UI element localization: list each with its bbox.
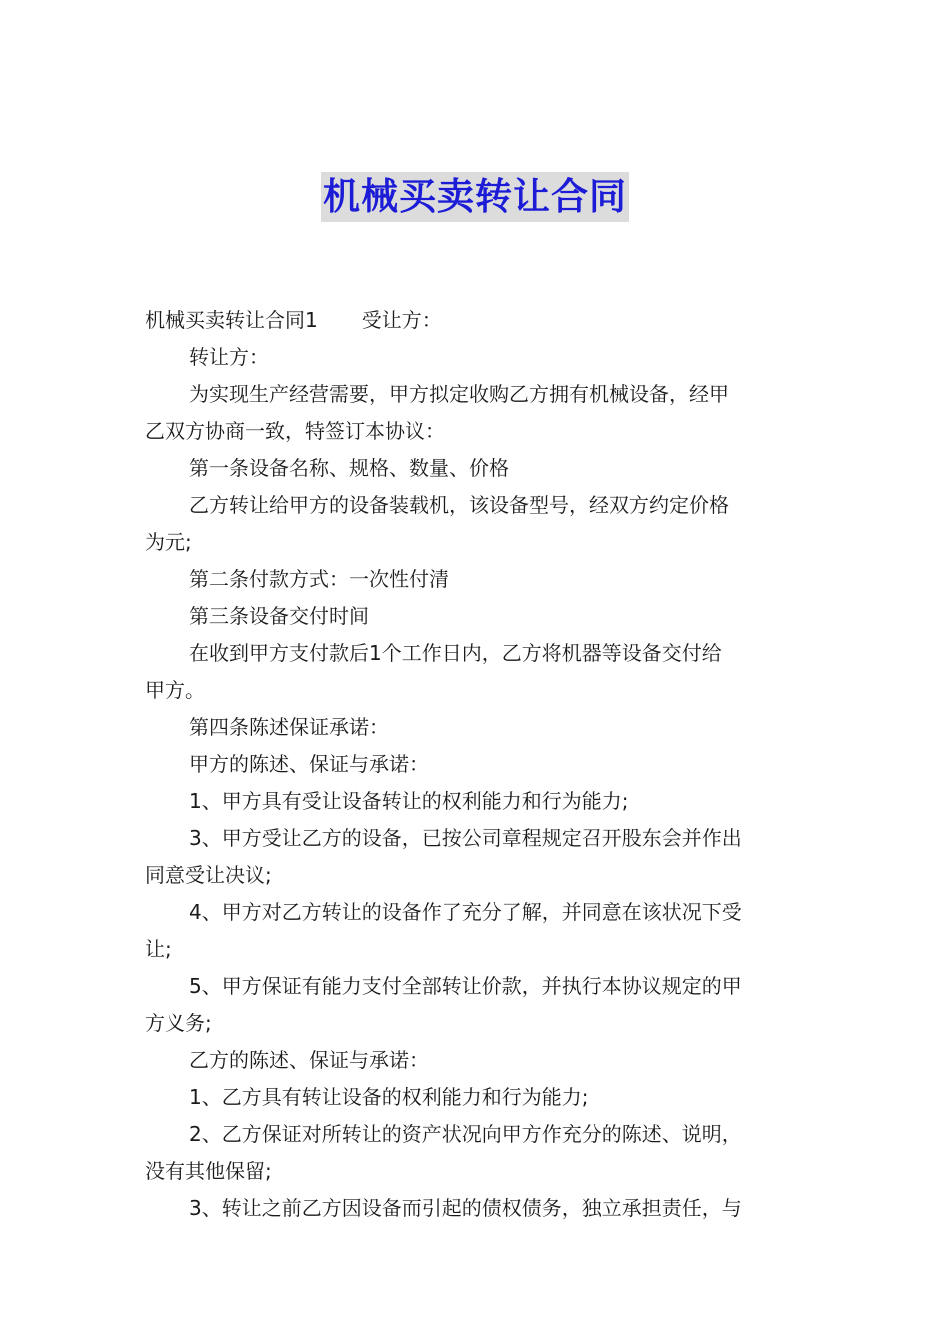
document-body	[145, 302, 807, 1227]
text-line: 3、甲方受让乙方的设备，已按公司章程规定召开股东会并作出	[189, 826, 742, 850]
text-line: 第一条设备名称、规格、数量、价格	[189, 456, 509, 480]
text-line: 乙方转让给甲方的设备装载机，该设备型号，经双方约定价格	[189, 493, 729, 517]
text-line: 1、甲方具有受让设备转让的权利能力和行为能力;	[189, 789, 629, 813]
document-title: 机械买卖转让合同	[321, 172, 629, 222]
text-line: 乙方的陈述、保证与承诺：	[189, 1048, 429, 1072]
text-line: 1、乙方具有转让设备的权利能力和行为能力;	[189, 1085, 589, 1109]
title-area	[0, 172, 950, 222]
text-line: 2、乙方保证对所转让的资产状况向甲方作充分的陈述、说明，	[189, 1122, 742, 1146]
text-line: 没有其他保留;	[145, 1159, 272, 1183]
text-line: 让;	[145, 937, 172, 961]
text-line: 同意受让决议;	[145, 863, 272, 887]
contract-heading: 机械买卖转让合同1	[145, 308, 318, 332]
text-line: 5、甲方保证有能力支付全部转让价款，并执行本协议规定的甲	[189, 974, 742, 998]
text-line: 第三条设备交付时间	[189, 604, 369, 628]
text-line: 4、甲方对乙方转让的设备作了充分了解，并同意在该状况下受	[189, 900, 742, 924]
text-line: 乙双方协商一致，特签订本协议：	[145, 419, 445, 443]
text-line: 第四条陈述保证承诺：	[189, 715, 389, 739]
text-line: 方义务;	[145, 1011, 212, 1035]
text-line: 3、转让之前乙方因设备而引起的债权债务，独立承担责任，与	[189, 1196, 742, 1220]
intro-line	[145, 302, 807, 339]
text-line: 转让方：	[189, 345, 269, 369]
text-line: 第二条付款方式：一次性付清	[189, 567, 449, 591]
assignee-label: 受让方：	[361, 308, 442, 332]
text-line: 为实现生产经营需要，甲方拟定收购乙方拥有机械设备，经甲	[189, 382, 729, 406]
text-line: 为元;	[145, 530, 192, 554]
contract-paragraphs	[145, 339, 807, 1227]
text-line: 甲方的陈述、保证与承诺：	[189, 752, 429, 776]
text-line: 甲方。	[145, 678, 205, 702]
text-line: 在收到甲方支付款后1个工作日内，乙方将机器等设备交付给	[189, 641, 722, 665]
